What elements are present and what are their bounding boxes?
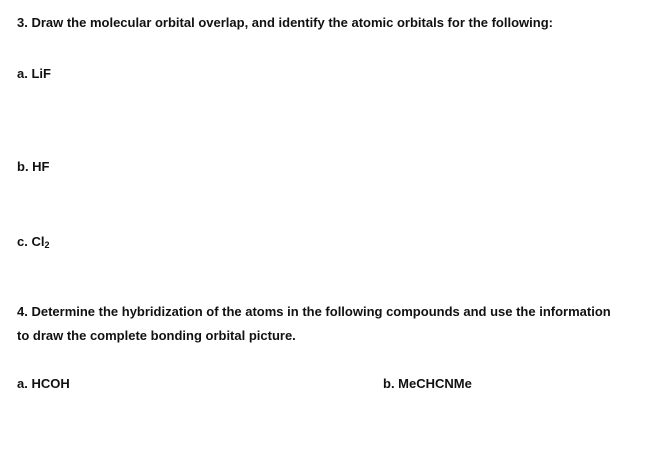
question-3b-label: b. HF bbox=[17, 159, 50, 174]
question-4b-label: b. MeCHCNMe bbox=[383, 376, 472, 391]
question-3-heading: 3. Draw the molecular orbital overlap, and identify the atomic orbitals for the following: bbox=[17, 15, 553, 30]
question-3c-label-main: c. Cl bbox=[17, 234, 45, 249]
question-3c-label bbox=[17, 234, 49, 250]
question-3a-label: a. LiF bbox=[17, 66, 51, 81]
question-3c-label-subscript: 2 bbox=[44, 240, 50, 250]
question-4a-label: a. HCOH bbox=[17, 376, 70, 391]
question-4-heading-line-1: 4. Determine the hybridization of the atoms in the following compounds and use the information bbox=[17, 304, 611, 319]
question-4-heading-line-2: to draw the complete bonding orbital picture. bbox=[17, 328, 296, 343]
